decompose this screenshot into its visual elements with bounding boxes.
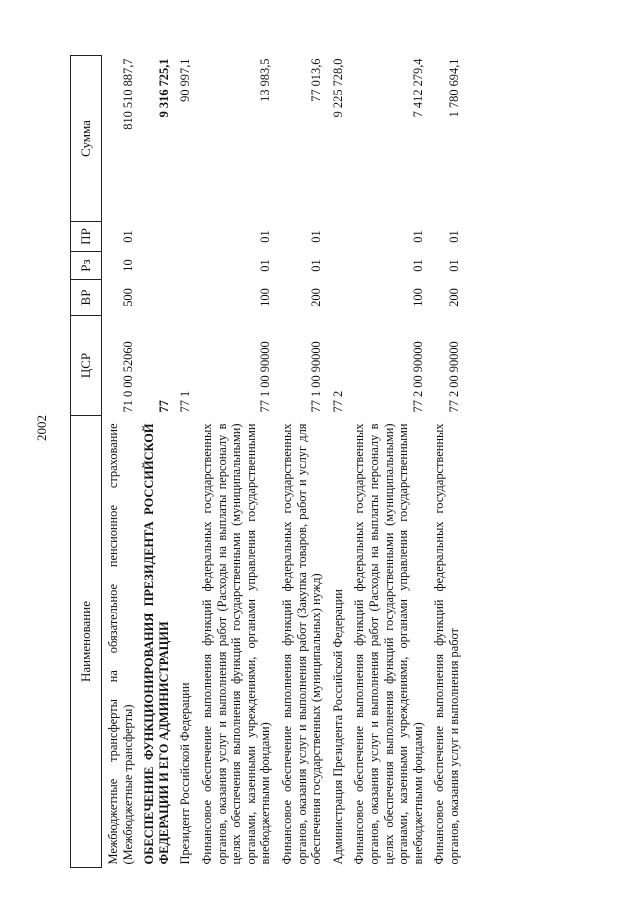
row-sum: 90 997,1 <box>178 58 193 102</box>
table-row <box>102 56 139 868</box>
row-pr: 01 <box>446 230 461 243</box>
table-header-row <box>71 56 102 868</box>
table-body <box>102 56 465 868</box>
row-rz: 01 <box>410 259 425 272</box>
row-name: ОБЕСПЕЧЕНИЕ ФУНКЦИОНИРОВАНИЯ ПРЕЗИДЕНТА РОССИЙСКОЙ ФЕДЕРАЦИИ И ЕГО АДМИНИСТРАЦИИ <box>142 423 171 865</box>
row-vr: 200 <box>309 288 324 307</box>
row-pr: 01 <box>410 230 425 243</box>
row-vr <box>174 280 196 316</box>
row-sum: 9 316 725,1 <box>156 58 171 118</box>
row-csr: 77 2 <box>330 390 345 413</box>
row-name: Финансовое обеспечение выполнения функций федеральных государственных органов, оказания услуг и выполнения работ <box>432 423 461 865</box>
row-rz <box>327 252 349 280</box>
header-name: Наименование <box>71 416 102 868</box>
table-row <box>276 56 327 868</box>
budget-table <box>70 55 464 868</box>
row-sum: 13 983,5 <box>258 58 273 102</box>
row-vr: 100 <box>258 288 273 307</box>
row-name: Президент Российской Федерации <box>178 682 193 865</box>
row-pr: 01 <box>120 230 135 243</box>
row-rz <box>138 252 174 280</box>
row-pr: 01 <box>258 230 273 243</box>
row-csr: 77 2 00 90000 <box>410 341 425 413</box>
header-vr: ВР <box>71 280 102 316</box>
row-sum: 9 225 728,0 <box>330 58 345 118</box>
table-row <box>174 56 196 868</box>
page-number: 2002 <box>34 415 49 441</box>
row-rz: 01 <box>258 259 273 272</box>
row-csr: 71 0 00 52060 <box>120 341 135 413</box>
row-rz: 10 <box>120 259 135 272</box>
header-rz: Рз <box>71 252 102 280</box>
row-name: Межбюджетные трансферты на обязательное пенсионное страхование (Межбюджетные трансферты) <box>106 423 135 865</box>
table-row <box>327 56 349 868</box>
row-pr <box>327 222 349 252</box>
row-rz <box>174 252 196 280</box>
row-csr: 77 <box>156 400 171 413</box>
header-csr: ЦСР <box>71 316 102 416</box>
row-rz: 01 <box>446 259 461 272</box>
table-row <box>196 56 276 868</box>
table-row <box>348 56 428 868</box>
rotated-page <box>70 56 615 868</box>
header-pr: ПР <box>71 222 102 252</box>
table-row <box>428 56 464 868</box>
row-vr <box>138 280 174 316</box>
row-pr <box>138 222 174 252</box>
row-sum: 77 013,6 <box>309 58 324 102</box>
row-csr: 77 1 00 90000 <box>309 341 324 413</box>
row-name: Администрация Президента Российской Федерации <box>330 589 345 865</box>
row-csr: 77 2 00 90000 <box>446 341 461 413</box>
row-pr: 01 <box>309 230 324 243</box>
row-sum: 1 780 694,1 <box>446 58 461 118</box>
row-vr: 100 <box>410 288 425 307</box>
header-sum: Сумма <box>71 56 102 222</box>
row-csr: 77 1 00 90000 <box>258 341 273 413</box>
row-vr <box>327 280 349 316</box>
row-vr: 500 <box>120 288 135 307</box>
row-name: Финансовое обеспечение выполнения функций федеральных государственных органов, оказания услуг и выполнения работ (Закупка товаров, работ и услуг для обеспечения государственных (муниципальных) нужд) <box>279 423 324 865</box>
row-rz: 01 <box>309 259 324 272</box>
row-name: Финансовое обеспечение выполнения функций федеральных государственных органов, оказания услуг и выполнения работ (Расходы на выплаты персоналу в целях обеспечения выполнения функций государственными (муниципальными) органами, казенными учреждениями, органами управления государственными внебюджетными фондами) <box>352 423 425 865</box>
table-row <box>138 56 174 868</box>
row-sum: 810 510 887,7 <box>120 58 135 130</box>
row-sum: 7 412 279,4 <box>410 58 425 118</box>
row-csr: 77 1 <box>178 390 193 413</box>
row-pr <box>174 222 196 252</box>
row-name: Финансовое обеспечение выполнения функций федеральных государственных органов, оказания услуг и выполнения работ (Расходы на выплаты персоналу в целях обеспечения выполнения функций государственными (муниципальными) органами, казенными учреждениями, органами управления государственными внебюджетными фондами) <box>199 423 273 865</box>
row-vr: 200 <box>446 288 461 307</box>
